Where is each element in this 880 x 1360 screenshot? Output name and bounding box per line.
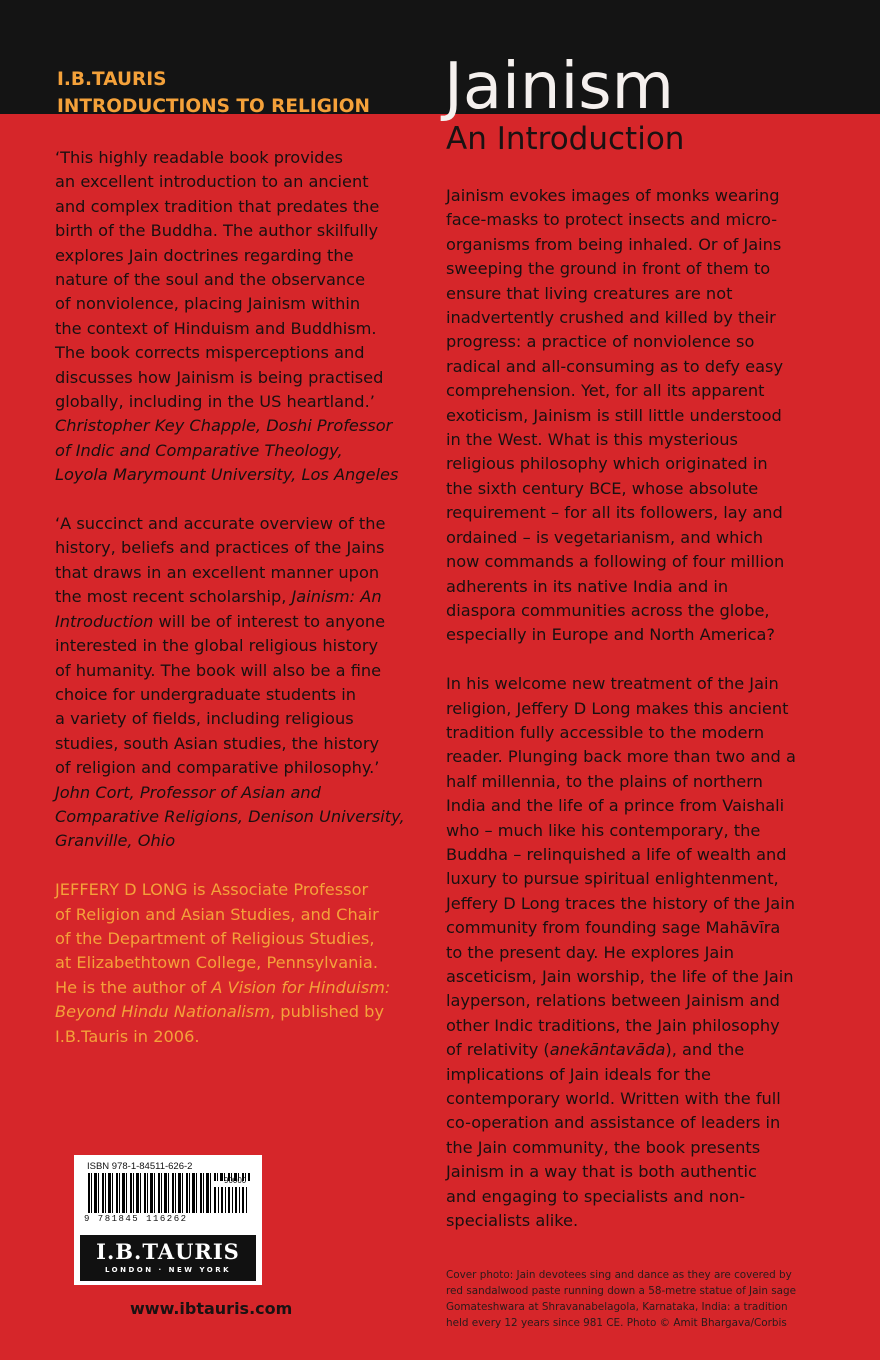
quote-line: ‘This highly readable book provides — [55, 148, 343, 167]
attribution-line: Granville, Ohio — [55, 831, 176, 851]
barcode-addon-bars — [212, 1181, 250, 1213]
blurb-line: especially in Europe and North America? — [446, 625, 776, 645]
blurb-line: requirement – for all its followers, lay and — [446, 503, 783, 523]
description-paragraph-1 — [446, 184, 818, 648]
blurb-line: Jainism in a way that is both authentic — [446, 1162, 757, 1182]
blurb-line: inadvertently crushed and killed by their — [446, 308, 776, 328]
blurb-line: religious philosophy which originated in — [446, 454, 768, 474]
isbn-label: ISBN 978-1-84511-626-2 — [87, 1161, 193, 1172]
blurb-line: tradition fully accessible to the modern — [446, 722, 765, 742]
bio-line: at Elizabethtown College, Pennsylvania. — [55, 953, 378, 973]
attribution-line: of Indic and Comparative Theology, — [55, 440, 343, 460]
bio-line: Beyond Hindu Nationalism, published by — [55, 1002, 385, 1022]
quote-line: discusses how Jainism is being practised — [55, 367, 384, 387]
bio-line: JEFFERY D LONG is Associate Professor — [55, 880, 369, 900]
quote-line: the most recent scholarship, Jainism: An — [55, 587, 382, 607]
book-title-reference: Jainism: An — [291, 587, 382, 607]
author-bio — [55, 878, 420, 1049]
attribution-line: Loyola Marymount University, Los Angeles — [55, 465, 399, 485]
quote-line: of religion and comparative philosophy.’ — [55, 758, 380, 778]
right-column — [446, 184, 818, 1233]
blurb-line: adherents in its native India and in — [446, 576, 729, 596]
blurb-line: implications of Jain ideals for the — [446, 1064, 711, 1084]
bio-line: of Religion and Asian Studies, and Chair — [55, 904, 379, 924]
blurb-line: progress: a practice of nonviolence so — [446, 332, 755, 352]
blurb-line: diaspora communities across the globe, — [446, 600, 770, 620]
blurb-line: ensure that living creatures are not — [446, 283, 733, 303]
barcode-digits: 9 781845 116262 — [84, 1214, 188, 1224]
term-anekantavada: anekāntavāda — [549, 1040, 666, 1060]
blurb-line: India and the life of a prince from Vaishali — [446, 796, 785, 816]
bio-line: of the Department of Religious Studies, — [55, 928, 375, 948]
left-column — [55, 146, 420, 1049]
quote-line: history, beliefs and practices of the Jains — [55, 538, 385, 558]
book-subtitle: An Introduction — [446, 121, 685, 157]
blurb-line: and engaging to specialists and non- — [446, 1186, 746, 1206]
quote-line: that draws in an excellent manner upon — [55, 562, 380, 582]
blurb-line: organisms from being inhaled. Or of Jains — [446, 234, 782, 254]
blurb-line: layperson, relations between Jainism and — [446, 991, 780, 1011]
blurb-line: other Indic traditions, the Jain philosophy — [446, 1015, 780, 1035]
blurb-line: face-masks to protect insects and micro- — [446, 210, 778, 230]
barcode-panel — [74, 1155, 262, 1285]
series-name: INTRODUCTIONS TO RELIGION — [57, 96, 371, 117]
blurb-line: specialists alike. — [446, 1211, 579, 1231]
publisher-logo — [80, 1235, 256, 1281]
series-heading — [57, 66, 370, 120]
quote-line: choice for undergraduate students in — [55, 684, 357, 704]
blurb-line: half millennia, to the plains of northern — [446, 771, 763, 791]
endorsement-chapple — [55, 146, 420, 488]
blurb-line: Jainism evokes images of monks wearing — [446, 186, 780, 205]
quote-line: interested in the global religious history — [55, 636, 379, 656]
description-paragraph-2 — [446, 672, 818, 1233]
quote-line: a variety of fields, including religious — [55, 709, 354, 729]
blurb-line: reader. Plunging back more than two and a — [446, 747, 796, 767]
blurb-line: now commands a following of four million — [446, 552, 785, 572]
other-book-title: Beyond Hindu Nationalism — [55, 1002, 270, 1022]
quote-line: birth of the Buddha. The author skilfully — [55, 221, 379, 241]
bio-line: He is the author of A Vision for Hinduism: — [55, 977, 391, 997]
quote-line: the context of Hinduism and Buddhism. — [55, 318, 377, 338]
publisher-logo-cities: LONDON · NEW YORK — [104, 1266, 232, 1274]
blurb-line: exoticism, Jainism is still little understood — [446, 405, 782, 425]
quote-line: The book corrects misperceptions and — [55, 343, 365, 363]
blurb-line: religion, Jeffery D Long makes this ancient — [446, 698, 789, 718]
blurb-line: to the present day. He explores Jain — [446, 942, 735, 962]
blurb-line: community from founding sage Mahāvīra — [446, 918, 781, 938]
credit-line: Cover photo: Jain devotees sing and dance as they are covered by — [446, 1269, 792, 1281]
blurb-line: luxury to pursue spiritual enlightenment, — [446, 869, 779, 889]
blurb-line: sweeping the ground in front of them to — [446, 259, 771, 279]
blurb-line: in the West. What is this mysterious — [446, 430, 738, 450]
book-title-reference: Introduction — [55, 611, 154, 631]
quote-line: and complex tradition that predates the — [55, 196, 380, 216]
quote-line: globally, including in the US heartland.’ — [55, 392, 375, 412]
blurb-line: ordained – is vegetarianism, and which — [446, 527, 764, 547]
blurb-line: Buddha – relinquished a life of wealth and — [446, 844, 787, 864]
publisher-logo-name: I.B.TAURIS — [96, 1239, 240, 1264]
bio-line: I.B.Tauris in 2006. — [55, 1026, 200, 1046]
blurb-line: radical and all-consuming as to defy easy — [446, 356, 784, 376]
blurb-line: co-operation and assistance of leaders in — [446, 1113, 781, 1133]
publisher-website: www.ibtauris.com — [130, 1299, 293, 1318]
book-title: Jainism — [444, 50, 674, 124]
blurb-line: comprehension. Yet, for all its apparent — [446, 381, 765, 401]
blurb-line: of relativity (anekāntavāda), and the — [446, 1040, 745, 1060]
series-publisher: I.B.TAURIS — [57, 69, 167, 90]
blurb-line: asceticism, Jain worship, the life of the Jain — [446, 966, 794, 986]
quote-line: studies, south Asian studies, the history — [55, 733, 380, 753]
credit-line: Gomateshwara at Shravanabelagola, Karnataka, India: a tradition — [446, 1301, 788, 1313]
blurb-line: the Jain community, the book presents — [446, 1137, 761, 1157]
endorsement-cort — [55, 512, 420, 854]
attribution-line: Christopher Key Chapple, Doshi Professor — [55, 416, 393, 436]
barcode-addon-digits: 90000 — [224, 1176, 247, 1185]
quote-line: of humanity. The book will also be a fine — [55, 660, 382, 680]
blurb-line: who – much like his contemporary, the — [446, 820, 761, 840]
quote-line: of nonviolence, placing Jainism within — [55, 294, 361, 314]
other-book-title: A Vision for Hinduism: — [211, 977, 391, 997]
credit-line: held every 12 years since 981 CE. Photo © Amit Bhargava/Corbis — [446, 1317, 787, 1329]
quote-line: ‘A succinct and accurate overview of the — [55, 514, 386, 534]
blurb-line: Jeffery D Long traces the history of the Jain — [446, 893, 795, 913]
quote-line: an excellent introduction to an ancient — [55, 172, 369, 192]
photo-credit — [446, 1267, 826, 1331]
quote-line: nature of the soul and the observance — [55, 270, 366, 290]
quote-line: Introduction will be of interest to anyone — [55, 611, 386, 631]
blurb-line: the sixth century BCE, whose absolute — [446, 478, 759, 498]
blurb-line: In his welcome new treatment of the Jain — [446, 674, 779, 694]
credit-line: red sandalwood paste running down a 58-metre statue of Jain sage — [446, 1285, 797, 1297]
attribution-line: Comparative Religions, Denison University, — [55, 806, 405, 826]
blurb-line: contemporary world. Written with the full — [446, 1089, 781, 1109]
attribution-line: John Cort, Professor of Asian and — [55, 782, 321, 802]
quote-line: explores Jain doctrines regarding the — [55, 245, 354, 265]
